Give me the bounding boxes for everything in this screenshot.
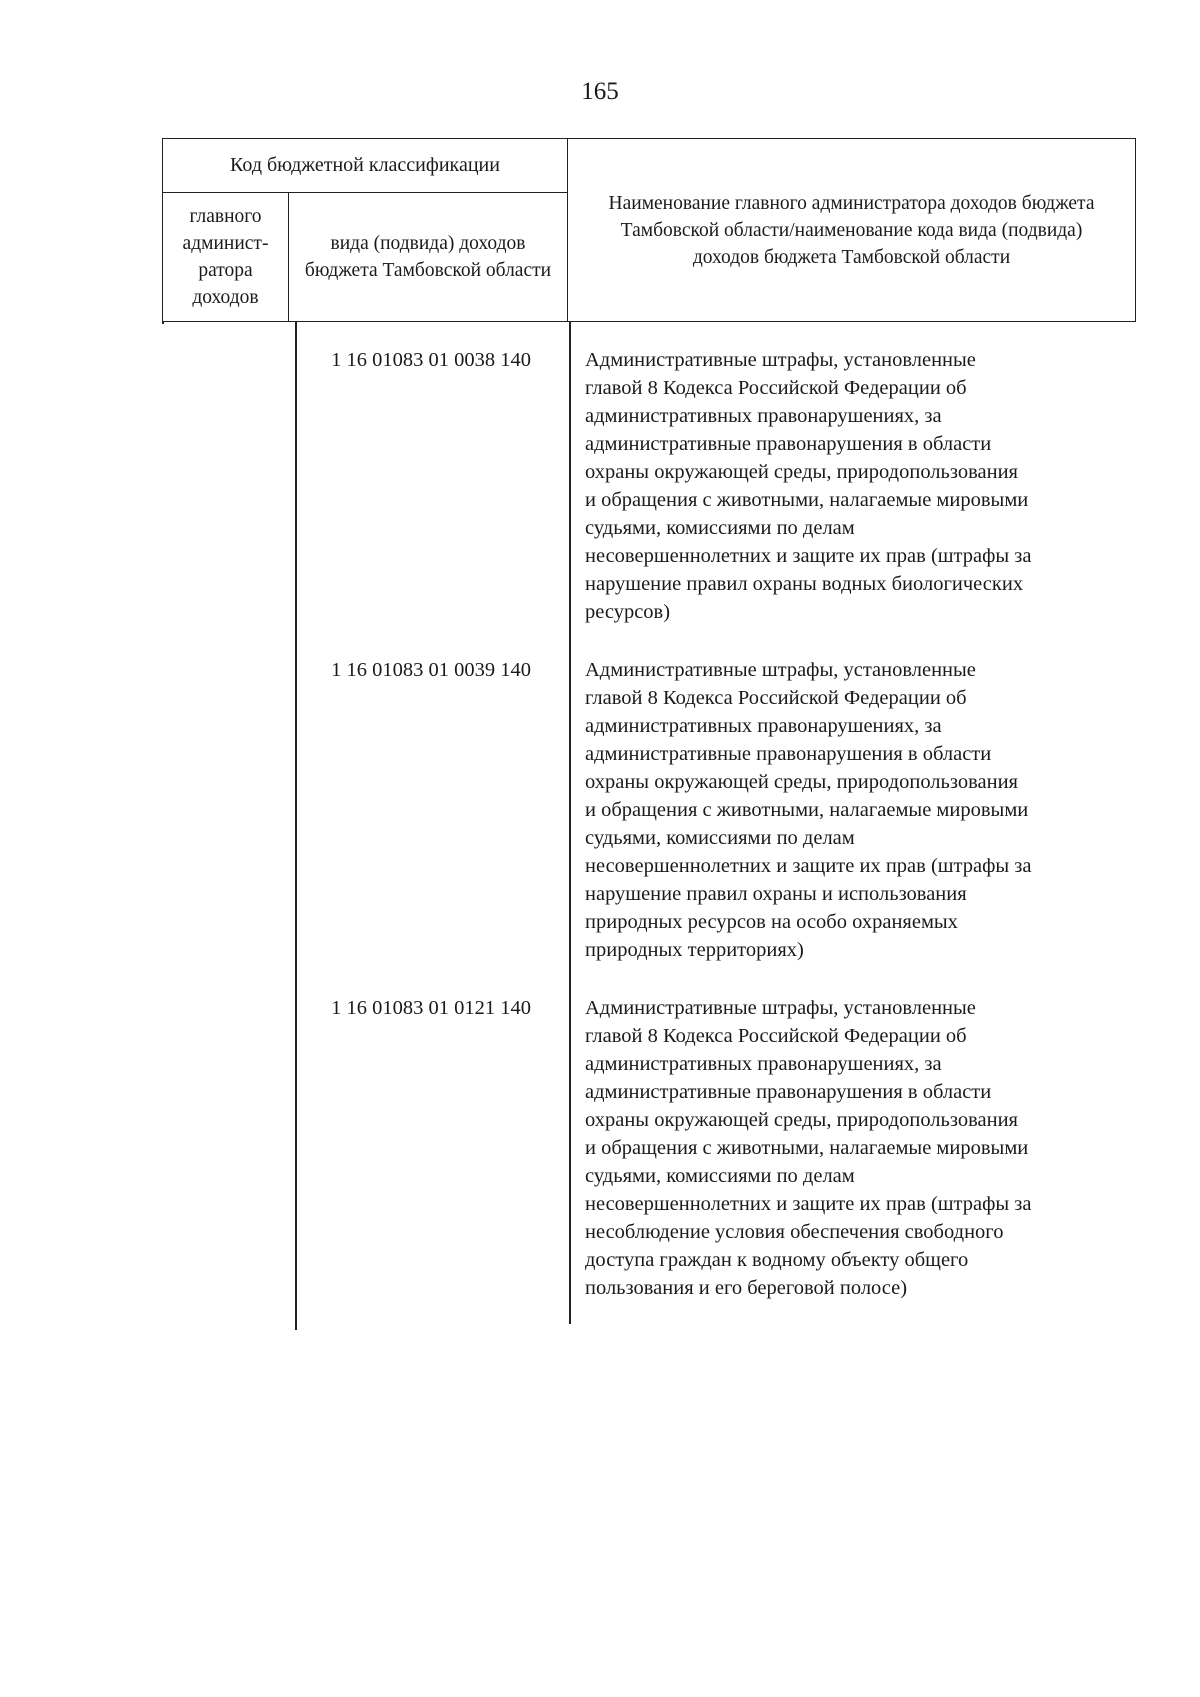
header-name: Наименование главного администратора доходов бюджета Тамбовской области/наименование кода вида (подвида) доходов бюджета Тамбовской области bbox=[567, 139, 1135, 321]
revenue-description: Административные штрафы, установленные главой 8 Кодекса Российской Федерации об административных правонарушениях, за административные правонарушения в области охраны окружающей среды, природопользования и обращения с животными, налагаемые мировыми судьями, комиссиями по делам несовершеннолетних и защите их прав (штрафы за несоблюдение условия обеспечения свободного доступа граждан к водному объекту общего пользования и его береговой полосе) bbox=[585, 997, 1032, 1299]
revenue-description: Административные штрафы, установленные главой 8 Кодекса Российской Федерации об административных правонарушениях, за административные правонарушения в области охраны окружающей среды, природопользования и обращения с животными, налагаемые мировыми судьями, комиссиями по делам несовершеннолетних и защите их прав (штрафы за нарушение правил охраны водных биологических ресурсов) bbox=[585, 349, 1032, 623]
page-number: 165 bbox=[581, 78, 619, 105]
column-divider-name bbox=[569, 322, 571, 1324]
header-revenue-type: вида (подвида) доходов бюджета Тамбовской области bbox=[304, 233, 552, 281]
header-main-administrator: главного админист-ратора доходов bbox=[163, 193, 289, 321]
revenue-code: 1 16 01083 01 0039 140 bbox=[331, 659, 531, 681]
column-divider-left bbox=[162, 322, 164, 324]
table-header bbox=[162, 138, 1136, 322]
header-budget-classification-code: Код бюджетной классификации bbox=[163, 139, 567, 193]
column-divider-code bbox=[295, 322, 297, 1330]
revenue-code: 1 16 01083 01 0038 140 bbox=[331, 349, 531, 371]
revenue-description: Административные штрафы, установленные главой 8 Кодекса Российской Федерации об административных правонарушениях, за административные правонарушения в области охраны окружающей среды, природопользования и обращения с животными, налагаемые мировыми судьями, комиссиями по делам несовершеннолетних и защите их прав (штрафы за нарушение правил охраны и использования природных ресурсов на особо охраняемых природных территориях) bbox=[585, 659, 1032, 961]
revenue-code: 1 16 01083 01 0121 140 bbox=[331, 997, 531, 1019]
